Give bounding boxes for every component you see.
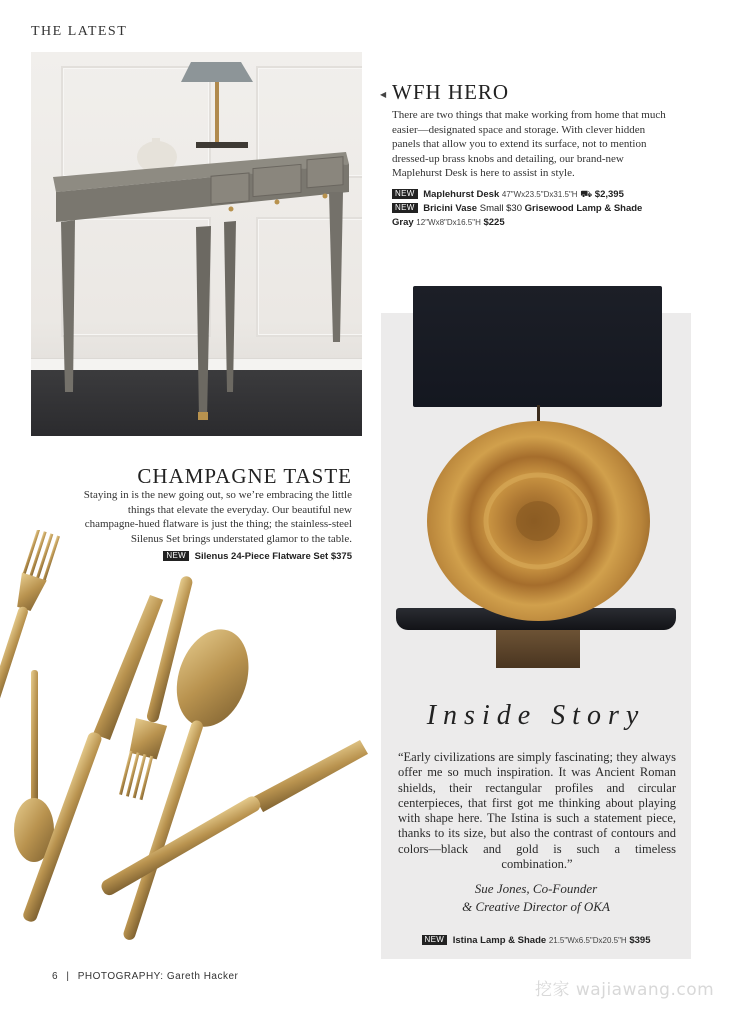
brass-knob	[229, 207, 234, 212]
wfh-title: WFH HERO	[392, 80, 510, 104]
product-name-2: Grisewood Lamp & Shade	[524, 202, 643, 214]
product-price: $2,395	[594, 188, 624, 200]
product-price: $395	[629, 935, 651, 946]
wfh-body-text: There are two things that make working from home that much easier—designated space and storage. With clever hidden panels that allow you to extend its surface, not to mention dressed-up brass knobs and detailing, our brand-new Maplehurst Desk is here to assist in style.	[392, 109, 666, 179]
inside-story-quote: “Early civilizations are simply fascinating; they always offer me so much inspiration. It was Ancient Roman shields, their rectangular profiles and circular centerpieces, that first got me thinking about playing with shape here. The Istina is such a statement piece, thanks to its size, but also the contrast of contours and colors—black and gold is such a timeless combination.”	[398, 750, 676, 872]
champagne-body: Staying in is the new going out, so we’re embracing the little things that elevate the everyday. Our beautiful new champagne-hued flatware is just the thing; the stainless-steel Silenus Set brings understated glamor to the table.	[83, 489, 352, 545]
dinner-fork	[0, 530, 61, 744]
product-name: Maplehurst Desk	[423, 188, 500, 200]
photo-credit-label: PHOTOGRAPHY:	[77, 971, 164, 982]
product-dims: 12"Wx8"Dx16.5"H	[416, 217, 481, 227]
desk-leg	[61, 220, 75, 392]
brass-knob	[323, 194, 328, 199]
lamp-base	[496, 628, 580, 668]
product-line-vase-lamp	[392, 202, 672, 230]
flatware-photo	[0, 530, 375, 950]
champagne-title: CHAMPAGNE TASTE	[137, 464, 352, 488]
product-price: $225	[483, 216, 505, 228]
attribution-line-2: & Creative Director of OKA	[462, 899, 610, 914]
product-name: Silenus 24-Piece Flatware Set	[194, 551, 329, 562]
product-line-desk	[392, 188, 672, 202]
new-badge: NEW	[422, 935, 448, 945]
page-number: 6	[52, 971, 59, 982]
footer-separator: |	[66, 971, 70, 982]
desk-illustration	[31, 52, 362, 436]
attribution-line-1: Sue Jones, Co-Founder	[474, 881, 598, 896]
product-price: $375	[330, 551, 352, 562]
photo-credit-name: Gareth Hacker	[166, 971, 239, 982]
new-badge: NEW	[392, 203, 418, 213]
disc-highlight	[427, 421, 650, 621]
desk-lamp-shade	[181, 62, 253, 82]
desk-lamp-base	[196, 142, 248, 148]
watermark: 挖家 wajiawang.com	[535, 980, 715, 1000]
product-name-2-color: Gray	[392, 216, 414, 228]
brass-knob	[275, 200, 280, 205]
desk-lamp-stem	[215, 82, 219, 142]
product-line-istina	[381, 934, 691, 948]
new-badge: NEW	[163, 551, 189, 561]
desk-leg	[329, 192, 343, 342]
teaspoon	[14, 670, 54, 862]
product-name: Istina Lamp & Shade	[452, 935, 547, 946]
desk-photo	[31, 52, 362, 436]
product-dims: 47"Wx23.5"Dx31.5"H	[501, 189, 578, 199]
product-variant: Small $30	[479, 202, 522, 214]
truck-icon: ⛟	[580, 188, 593, 200]
footer	[52, 971, 238, 982]
lamp-shade	[413, 286, 662, 407]
desk-leg	[196, 226, 211, 420]
product-name: Bricini Vase	[423, 202, 478, 214]
attribution	[381, 880, 691, 916]
section-label: THE LATEST	[31, 24, 128, 39]
new-badge: NEW	[392, 189, 418, 199]
inside-story-title: Inside Story	[426, 700, 646, 731]
butter-knife	[99, 735, 368, 903]
product-dims: 21.5"Wx6.5"Dx20.5"H	[548, 936, 627, 945]
desk-leg	[224, 221, 236, 392]
lamp-shield-disc	[427, 421, 650, 621]
bullet-icon: ◀	[380, 90, 387, 99]
wfh-body	[392, 108, 672, 230]
